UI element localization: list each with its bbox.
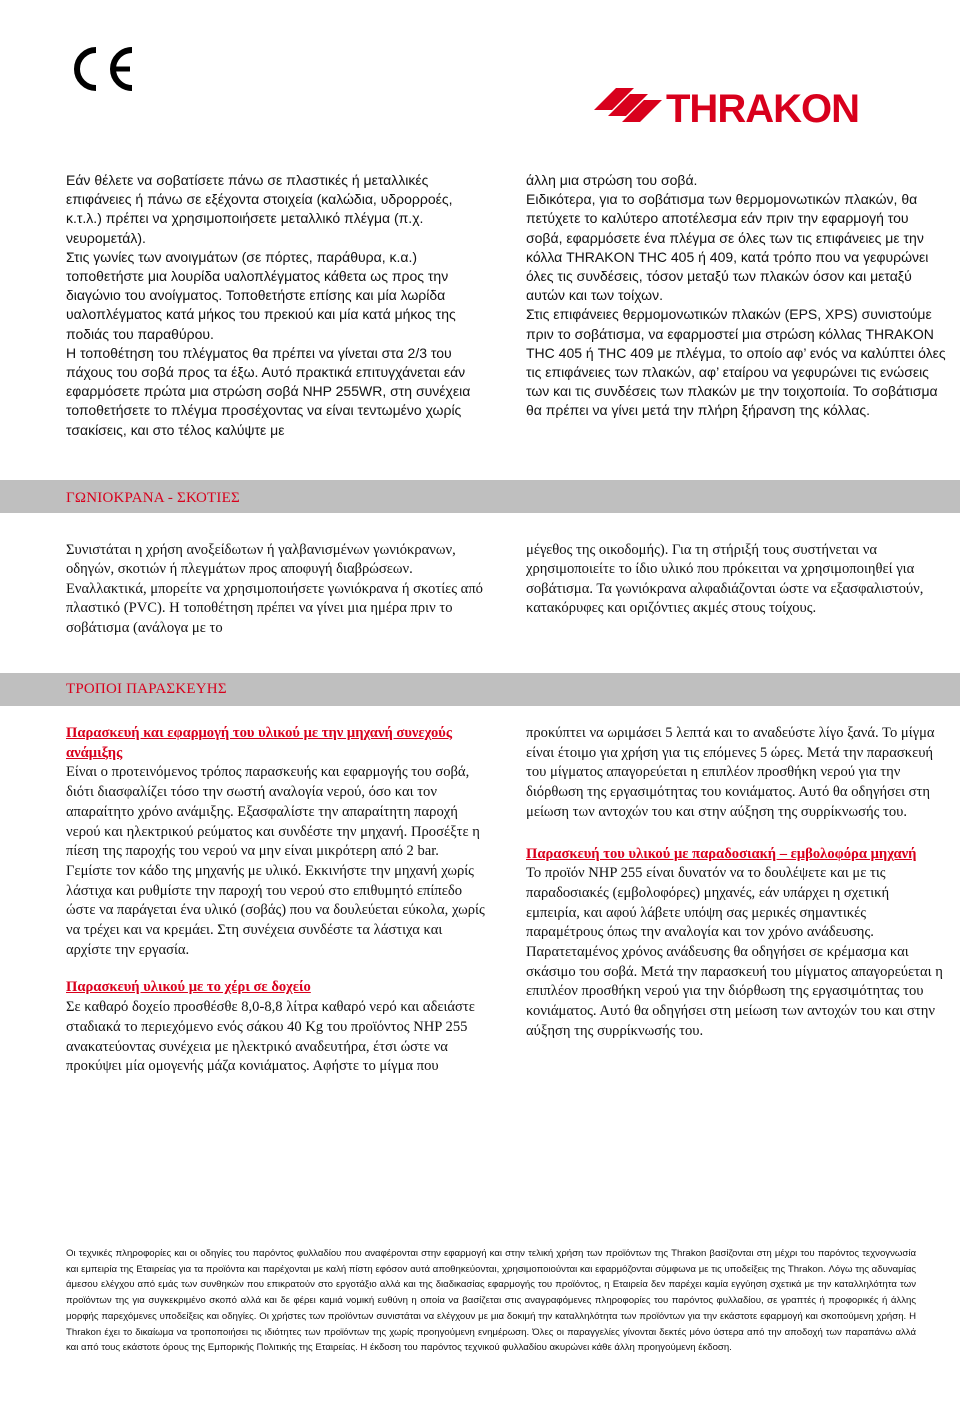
logo-arrow-icon bbox=[594, 88, 662, 122]
prep-right-column bbox=[526, 724, 946, 1042]
hand-subtitle: Παρασκευή υλικού με το χέρι σε δοχείο bbox=[66, 979, 311, 996]
corners-right-text bbox=[526, 541, 946, 619]
intro-paragraph: Ειδικότερα, για το σοβάτισμα των θερμομονωτικών πλακών, θα πετύχετε το καλύτερο αποτέλεσμα εάν πριν την εφαρμογή του σοβά, εφαρμόσετε ένα πλέγμα σε όλες των τις επιφάνειες με την κόλλα THRAKON THC 405 ή 409, κατά τρόπο που να γεφυρώνει όλες τις συνδέσεις, τόσον μεταξύ των πλακών όσον και μεταξύ αυτών και των τοίχων. bbox=[526, 191, 929, 304]
section-title-preparation: ΤΡΟΠΟΙ ΠΑΡΑΣΚΕΥΗΣ bbox=[66, 681, 227, 697]
intro-paragraph: Εάν θέλετε να σοβατίσετε πάνω σε πλαστικές ή μεταλλικές επιφάνειες ή πάνω σε εξέχοντα στοιχεία (καλώδια, υδρορροές, κ.τ.λ.) πρέπει να χρησιμοποιήσετε μεταλλικό πλέγμα (π.χ. νευρομετάλ). bbox=[66, 172, 453, 246]
intro-paragraph: άλλη μια στρώση του σοβά. bbox=[526, 172, 698, 188]
intro-right-column bbox=[526, 171, 946, 421]
section-title-corners: ΓΩΝΙΟΚΡΑΝΑ - ΣΚΟΤΙΕΣ bbox=[66, 490, 240, 506]
ripening-paragraph: προκύπτει να ωριμάσει 5 λεπτά και το αναδεύστε λίγο ξανά. Το μίγμα είναι έτοιμο για χρήση για τις επόμενες 5 ώρες. Μετά την παρασκευή του μίγματος απαγορεύεται η επιπλέον προσθήκη νερού για την διόρθωση της εργασιμότητας του κονιάματος. Αυτό θα οδηγήσει στη μείωση των αντοχών του και στην αύξηση της συρρίκνωσής του. bbox=[526, 725, 935, 820]
traditional-subtitle: Παρασκευή του υλικού με παραδοσιακή – εμβολοφόρα μηχανή bbox=[526, 845, 917, 862]
machine-paragraph: Είναι ο προτεινόμενος τρόπος παρασκευής και εφαρμογής του σοβά, διότι διασφαλίζει τόσο την σωστή αναλογία νερού, όσο και τον απαραίτητο χρόνο ανάμιξης. Εξασφαλίστε την απαραίτητη παροχή νερού και ηλεκτρικού ρεύματος και συνδέστε την μηχανή. Προσέξτε η πίεση της παροχής του νερού να μην είναι μικρότερη από 2 bar. Γεμίστε τον κάδο της μηχανής με υλικό. Εκκινήστε την μηχανή χωρίς λάστιχα και ρυθμίστε την παροχή του νερού στο επιθυμητό επίπεδο ώστε να παράγεται ένα υλικό (σοβάς) που να δουλεύεται εύκολα, χωρίς να τρέχει και να κρεμάει. Στη συνέχεια συνδέστε τα λάστιχα και αρχίστε την εργασία. bbox=[66, 764, 485, 958]
traditional-paragraph: Το προϊόν NHP 255 είναι δυνατόν να το δουλέψετε και με τις παραδοσιακές (εμβολοφόρες) μηχανές, εάν υπάρχει η σχετική εμπειρία, και αφού λάβετε υπόψη σας μερικές σημαντικές παραμέτρους όπως την αναλογία και τον χρόνο ανάδευσης. Παρατεταμένος χρόνος ανάδευσης θα οδηγήσει σε κρέμασμα και σκάσιμο του σοβά. Μετά την παρασκευή του μίγματος απαγορεύεται η επιπλέον προσθήκη νερού για την διόρθωση της εργασιμότητας του κονιάματος. Αυτό θα οδηγήσει στη μείωση των αντοχών του και στην αύξηση της συρρίκνωσής του. bbox=[526, 865, 943, 1039]
logo-wordmark: THRAKON bbox=[666, 87, 859, 128]
hand-paragraph: Σε καθαρό δοχείο προσθέσθε 8,0-8,8 λίτρα καθαρό νερό και αδειάστε σταδιακά το περιεχόμενο ενός σάκου 40 Kg του προϊόντος NHP 255 ανακατεύοντας συνέχεια με ηλεκτρικό αναδευτήρα, έτσι ώστε να προκύψει μία ομογενής μάζα κονιάματος. Αφήστε το μίγμα που bbox=[66, 999, 475, 1075]
prep-left-column bbox=[66, 724, 486, 1077]
disclaimer-footer: Οι τεχνικές πληροφορίες και οι οδηγίες του παρόντος φυλλαδίου που αναφέρονται στην εφαρμογή και στην τελική χρήση των προϊόντων της Thrakon βασίζονται στη μέχρι του παρόντος τεχνογνωσία και εμπειρία της Εταιρείας για τα προϊόντα και παρέχονται με καλή πίστη εφόσον αυτά αποθηκεύονται, χρησιμοποιούνται και εφαρμόζονται σύμφωνα με τις υποδείξεις της Thrakon. Λόγω της αδυναμίας άμεσου ελέγχου από εμάς των συνθηκών που επικρατούν στο εργοτάξιο αλλά και της διαδικασίας εφαρμογής του προϊόντος, η Εταιρεία δεν παρέχει καμία εγγύηση σχετικά με την καταλληλότητα των προϊόντων της για συγκεκριμένο σκοπό αλλά και δε φέρει καμιά νομική ευθύνη η οποία να βασίζεται στις αναγραφόμενες πληροφορίες του παρόντος φυλλαδίου, σε γραπτές ή προφορικές ή άλλης μορφής παρεχόμενες υποδείξεις και οδηγίες. Οι χρήστες των προϊόντων συνιστάται να ελέγχουν με μια δοκιμή την καταλληλότητα των προϊόντων για την εκάστοτε εφαρμογή και σκοπούμενη χρήση. Η Thrakon έχει το δικαίωμα να τροποποιήσει τις ιδιότητες των προϊόντων της χωρίς προηγούμενη ενημέρωση. Όλες οι παραγγελίες γίνονται δεκτές μόνο ύστερα από την αποδοχή των παραπάνω αλλά και από τους εκάστοτε όρους της Εμπορικής Πολιτικής της Εταιρείας. Η έκδοση του παρόντος τεχνικού φυλλαδίου ακυρώνει κάθε άλλη προηγούμενη έκδοση. bbox=[66, 1248, 916, 1354]
intro-paragraph: Στις επιφάνειες θερμομονωτικών πλακών (EPS, XPS) συνιστούμε πριν το σοβάτισμα, να εφαρμοστεί μια στρώση κόλλας THRAKON THC 405 ή THC 409 με πλέγμα, το οποίο αφ’ ενός να καλύπτει όλες τις επιφάνειες των πλακών, αφ’ εταίρου να γεφυρώνει τις ενώσεις των και τις συνδέσεις των πλακών με την τοιχοποιία. Το σοβάτισμα θα πρέπει να γίνει μετά την πλήρη ξήρανση της κόλλας. bbox=[526, 306, 946, 419]
corners-left-text bbox=[66, 541, 486, 638]
thrakon-logo bbox=[594, 84, 894, 128]
intro-left-column bbox=[66, 171, 486, 440]
machine-subtitle: Παρασκευή και εφαρμογή του υλικού με την μηχανή συνεχούς ανάμιξης bbox=[66, 725, 453, 761]
corners-paragraph: Συνιστάται η χρήση ανοξείδωτων ή γαλβανισμένων γωνιόκρανων, οδηγών, σκοτιών ή πλεγμάτων προς αποφυγή διαβρώσεων. Εναλλακτικά, μπορείτε να χρησιμοποιήσετε γωνιόκρανα ή σκοτίες από πλαστικό (PVC). Η τοποθέτηση πρέπει να γίνει μια ημέρα πριν το σοβάτισμα (ανάλογα με το bbox=[66, 542, 483, 636]
ce-mark-icon bbox=[68, 46, 138, 92]
intro-paragraph: Η τοποθέτηση του πλέγματος θα πρέπει να γίνεται στα 2/3 του πάχους του σοβά προς τα έξω. Αυτό πρακτικά επιτυγχάνεται εάν εφαρμόσετε πρώτα μια στρώση σοβά NHP 255WR, στη συνέχεια τοποθετήσετε το πλέγμα προσέχοντας να είναι τεντωμένο χωρίς τσακίσεις, και στο τέλος καλύψτε με bbox=[66, 344, 471, 438]
intro-paragraph: Στις γωνίες των ανοιγμάτων (σε πόρτες, παράθυρα, κ.α.) τοποθετήστε μια λουρίδα υαλοπλέγματος κάθετα ως προς την διαγώνιο του ανοίγματος. Τοποθετήστε επίσης και μία λωρίδα υαλοπλέγματος κατά μήκος του πρεκιού και μία κατά μήκος της ποδιάς του παραθύρου. bbox=[66, 248, 456, 342]
corners-paragraph: μέγεθος της οικοδομής). Για τη στήριξή τους συστήνεται να χρησιμοποιείτε το ίδιο υλικό που πρόκειται να χρησιμοποιηθεί για σοβάτισμα. Τα γωνιόκρανα αλφαδιάζονται ώστε να εξασφαλιστούν, κατακόρυφες και οριζόντιες ακμές στους τοίχους. bbox=[526, 542, 924, 617]
